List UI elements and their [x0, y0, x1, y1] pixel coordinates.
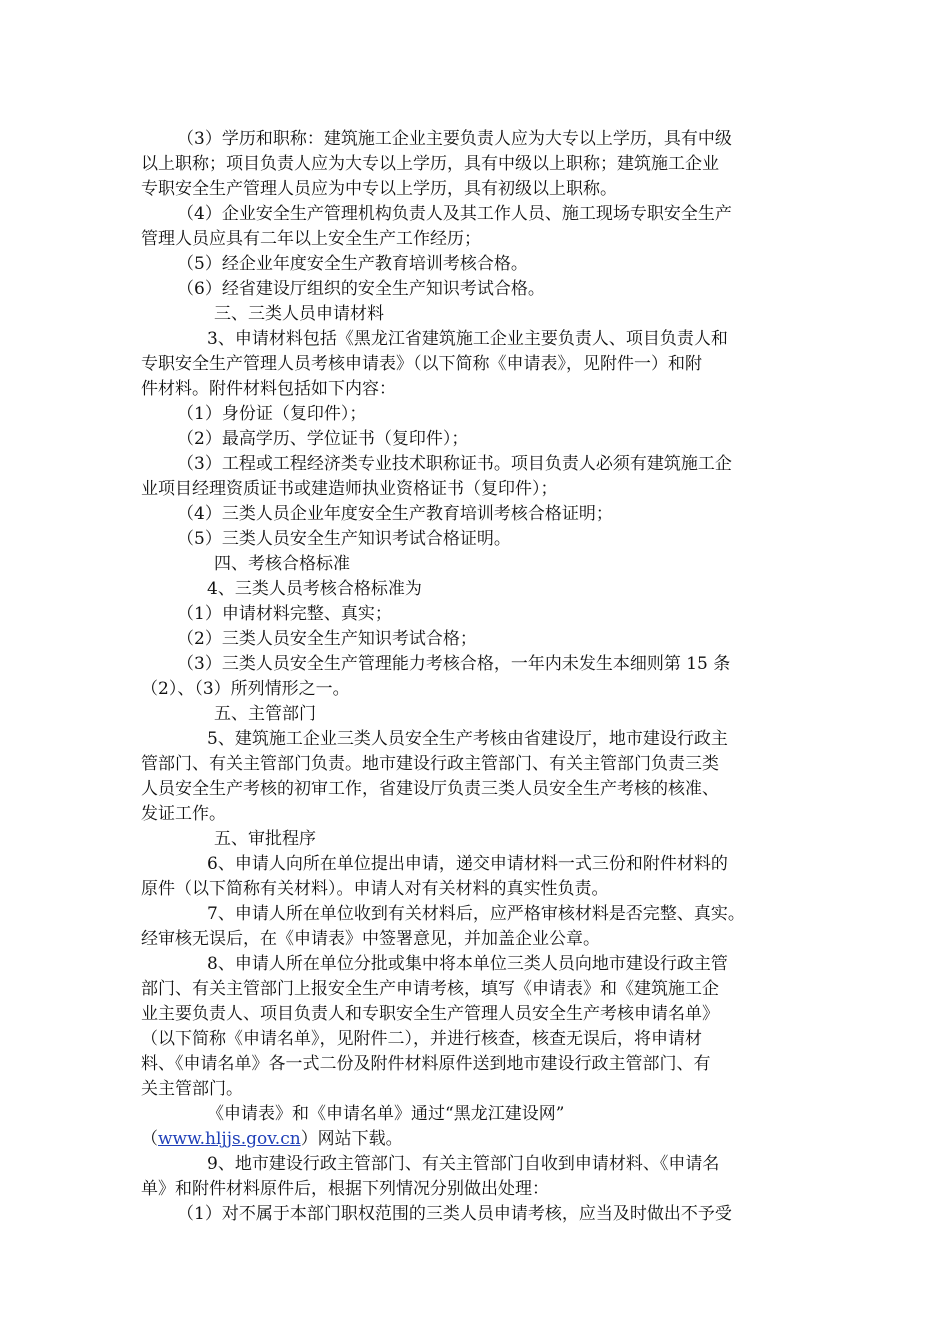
paragraph-line: 8、申请人所在单位分批或集中将本单位三类人员向地市建设行政主管	[207, 954, 728, 974]
paragraph-line: 发证工作。	[141, 804, 226, 824]
paragraph-line: 部门、有关主管部门上报安全生产申请考核，填写《申请表》和《建筑施工企	[141, 979, 719, 999]
paragraph-line: （6）经省建设厅组织的安全生产知识考试合格。	[177, 279, 545, 299]
paragraph-line: （1）对不属于本部门职权范围的三类人员申请考核，应当及时做出不予受	[177, 1204, 732, 1224]
paragraph-line: （2）、（3）所列情形之一。	[141, 679, 350, 699]
paragraph-line: 管部门、有关主管部门负责。地市建设行政主管部门、有关主管部门负责三类	[141, 754, 719, 774]
paragraph-line: （以下简称《申请名单》，见附件二），并进行核查，核查无误后，将申请材	[141, 1029, 702, 1049]
paragraph-line: 3、申请材料包括《黑龙江省建筑施工企业主要负责人、项目负责人和	[207, 329, 728, 349]
section-heading: 五、审批程序	[214, 829, 316, 849]
paragraph-line: （4）三类人员企业年度安全生产教育培训考核合格证明；	[177, 504, 613, 524]
paren-close-text: ）网站下载。	[300, 1129, 403, 1149]
paragraph-line: 4、三类人员考核合格标准为	[207, 579, 422, 599]
paragraph-line: （5）三类人员安全生产知识考试合格证明。	[177, 529, 511, 549]
paragraph-line: （3）三类人员安全生产管理能力考核合格，一年内未发生本细则第 15 条	[177, 654, 731, 674]
paragraph-line	[141, 1127, 403, 1151]
paragraph-line: （1）身份证（复印件）；	[177, 404, 367, 424]
paragraph-line: 单》和附件材料原件后，根据下列情况分别做出处理：	[141, 1179, 549, 1199]
paragraph-line: 以上职称；项目负责人应为大专以上学历，具有中级以上职称；建筑施工企业	[141, 154, 719, 174]
paragraph-line: 6、申请人向所在单位提出申请，递交申请材料一式三份和附件材料的	[207, 854, 728, 874]
paragraph-line: 5、建筑施工企业三类人员安全生产考核由省建设厅，地市建设行政主	[207, 729, 728, 749]
paragraph-line: （1）申请材料完整、真实；	[177, 604, 392, 624]
paragraph-line: 人员安全生产考核的初审工作，省建设厅负责三类人员安全生产考核的核准、	[141, 779, 719, 799]
paragraph-line: （3）学历和职称：建筑施工企业主要负责人应为大专以上学历，具有中级	[177, 129, 732, 149]
paragraph-line: （4）企业安全生产管理机构负责人及其工作人员、施工现场专职安全生产	[177, 204, 732, 224]
paragraph-line: 业主要负责人、项目负责人和专职安全生产管理人员安全生产考核申请名单》	[141, 1004, 719, 1024]
paragraph-line: 原件（以下简称有关材料）。申请人对有关材料的真实性负责。	[141, 879, 609, 899]
paragraph-line: （2）最高学历、学位证书（复印件）；	[177, 429, 469, 449]
section-heading: 五、主管部门	[214, 704, 316, 724]
paragraph-line: 件材料。附件材料包括如下内容：	[141, 379, 396, 399]
paragraph-line: （5）经企业年度安全生产教育培训考核合格。	[177, 254, 528, 274]
paragraph-line: 《申请表》和《申请名单》通过“黑龙江建设网”	[207, 1104, 565, 1124]
paragraph-line: 专职安全生产管理人员考核申请表》（以下简称《申请表》，见附件一）和附	[141, 354, 702, 374]
paragraph-line: （2）三类人员安全生产知识考试合格；	[177, 629, 477, 649]
paragraph-line: （3）工程或工程经济类专业技术职称证书。项目负责人必须有建筑施工企	[177, 454, 732, 474]
section-heading: 四、考核合格标准	[214, 554, 350, 574]
paragraph-line: 7、申请人所在单位收到有关材料后，应严格审核材料是否完整、真实。	[207, 904, 745, 924]
paragraph-line: 业项目经理资质证书或建造师执业资格证书（复印件）；	[141, 479, 558, 499]
paragraph-line: 关主管部门。	[141, 1079, 243, 1099]
paragraph-line: 管理人员应具有二年以上安全生产工作经历；	[141, 229, 481, 249]
website-link[interactable]: www.hljjs.gov.cn	[158, 1129, 301, 1149]
paragraph-line: 9、地市建设行政主管部门、有关主管部门自收到申请材料、《申请名	[207, 1154, 720, 1174]
section-heading: 三、三类人员申请材料	[214, 304, 384, 324]
paragraph-line: 经审核无误后，在《申请表》中签署意见，并加盖企业公章。	[141, 929, 600, 949]
paragraph-line: 专职安全生产管理人员应为中专以上学历，具有初级以上职称。	[141, 179, 617, 199]
paragraph-line: 料、《申请名单》各一式二份及附件材料原件送到地市建设行政主管部门、有	[141, 1054, 711, 1074]
paren-open: （	[141, 1129, 158, 1149]
